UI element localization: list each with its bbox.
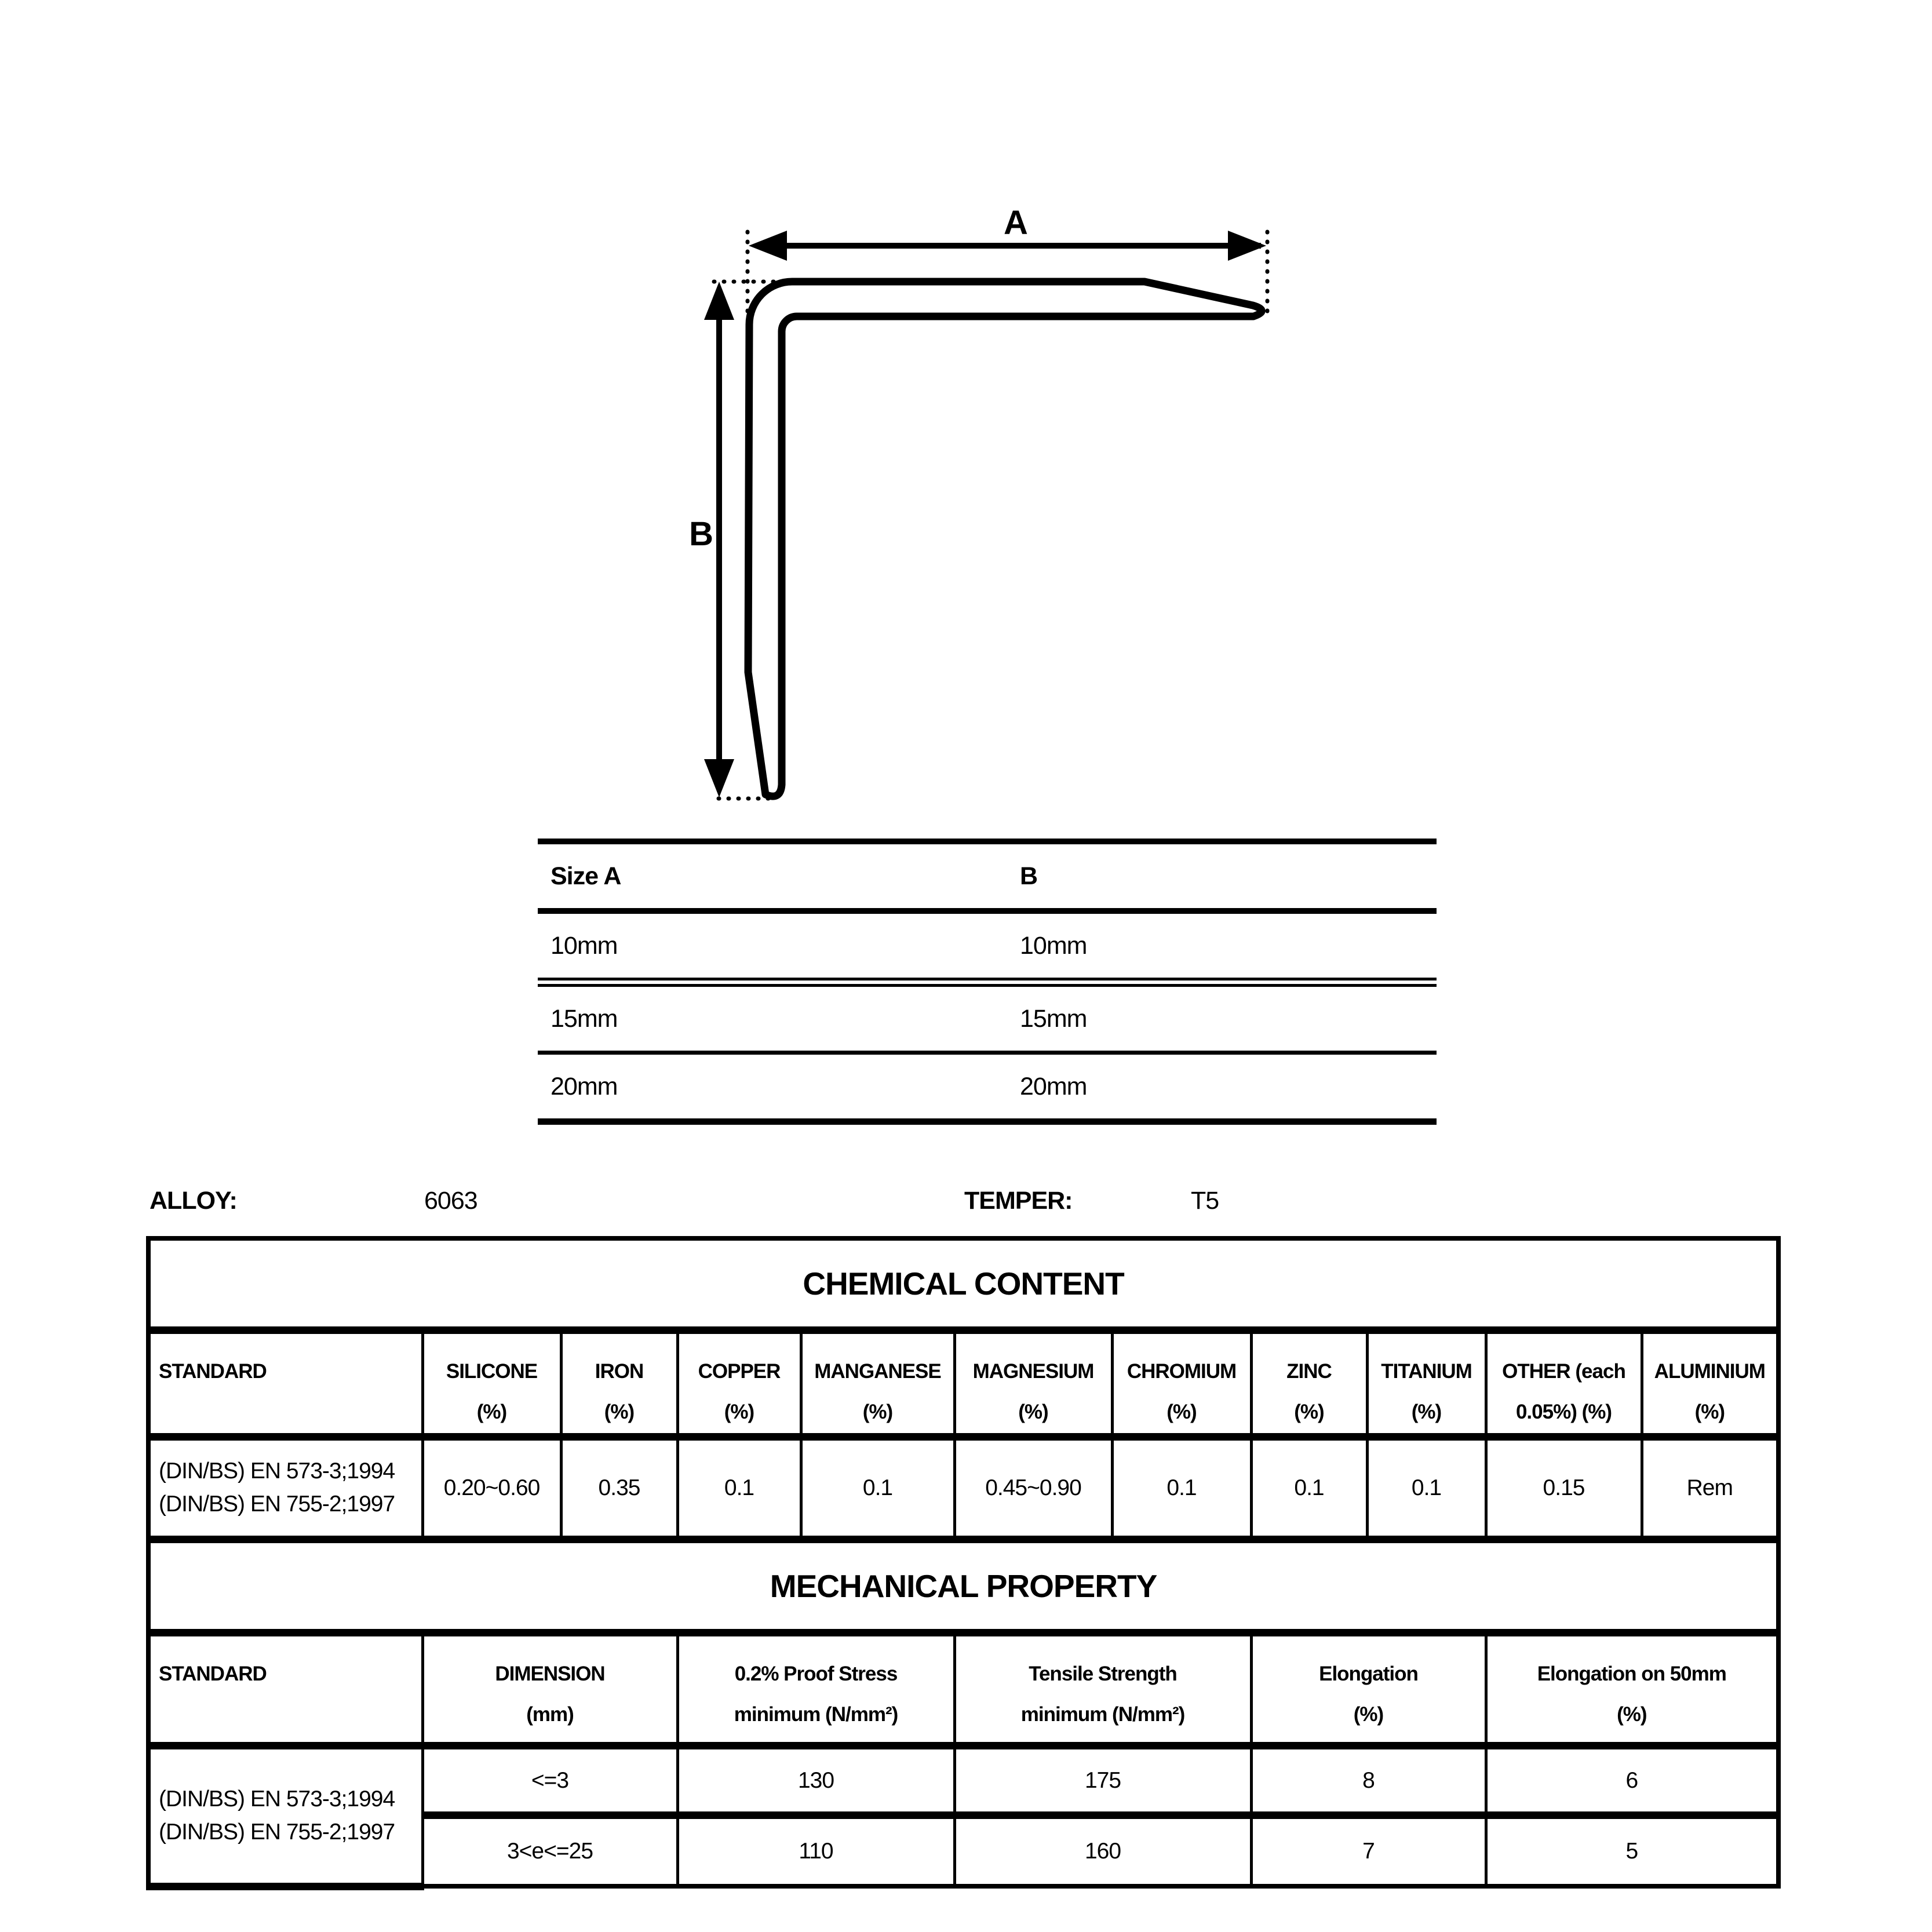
chem-value-chromium: 0.1 xyxy=(1112,1437,1251,1540)
chem-value-manganese: 0.1 xyxy=(801,1437,954,1540)
chem-value-magnesium: 0.45~0.90 xyxy=(954,1437,1112,1540)
size-table-header-row xyxy=(538,841,1437,911)
size-table-row xyxy=(538,982,1437,1053)
spec-table xyxy=(146,1236,1781,1890)
mech-elongation-value: 8 xyxy=(1251,1746,1486,1816)
chem-header-manganese: MANGANESE (%) xyxy=(801,1330,954,1437)
size-a-value: 10mm xyxy=(551,931,618,960)
mech-elongation-50mm-value: 6 xyxy=(1486,1746,1778,1816)
chemical-title-row xyxy=(148,1238,1778,1330)
chemical-header-row xyxy=(148,1330,1778,1437)
mech-tensile-value: 175 xyxy=(954,1746,1251,1816)
size-b-value: 10mm xyxy=(1020,931,1087,960)
chem-value-aluminium: Rem xyxy=(1642,1437,1778,1540)
size-a-value: 20mm xyxy=(551,1072,618,1100)
chem-header-standard: STANDARD xyxy=(148,1330,422,1437)
mech-header-standard: STANDARD xyxy=(148,1633,422,1746)
l-profile-outline xyxy=(748,282,1262,796)
temper-label: TEMPER: xyxy=(964,1187,1073,1215)
mech-proof-value: 110 xyxy=(677,1816,954,1887)
chem-value-titanium: 0.1 xyxy=(1367,1437,1486,1540)
size-b-value: 15mm xyxy=(1020,1004,1087,1033)
chem-header-zinc: ZINC (%) xyxy=(1251,1330,1367,1437)
mech-header-proof-stress: 0.2% Proof Stress minimum (N/mm²) xyxy=(677,1633,954,1746)
mechanical-property-title: MECHANICAL PROPERTY xyxy=(148,1540,1778,1633)
chem-value-copper: 0.1 xyxy=(677,1437,801,1540)
mech-standard-cell: (DIN/BS) EN 573-3;1994 (DIN/BS) EN 755-2;1997 xyxy=(148,1746,422,1887)
mechanical-title-row xyxy=(148,1540,1778,1633)
size-a-value: 15mm xyxy=(551,1004,618,1033)
mechanical-header-row xyxy=(148,1633,1778,1746)
mech-tensile-value: 160 xyxy=(954,1816,1251,1887)
chem-header-chromium: CHROMIUM (%) xyxy=(1112,1330,1251,1437)
mech-header-elongation: Elongation (%) xyxy=(1251,1633,1486,1746)
mech-elongation-50mm-value: 5 xyxy=(1486,1816,1778,1887)
chem-value-silicone: 0.20~0.60 xyxy=(422,1437,561,1540)
mech-header-dimension: DIMENSION (mm) xyxy=(422,1633,677,1746)
mech-dimension-value: <=3 xyxy=(422,1746,677,1816)
chem-header-aluminium: ALUMINIUM (%) xyxy=(1642,1330,1778,1437)
chem-header-magnesium: MAGNESIUM (%) xyxy=(954,1330,1112,1437)
mech-proof-value: 130 xyxy=(677,1746,954,1816)
chem-header-copper: COPPER (%) xyxy=(677,1330,801,1437)
chem-standard-cell: (DIN/BS) EN 573-3;1994 (DIN/BS) EN 755-2;1997 xyxy=(148,1437,422,1540)
size-table-header-b: B xyxy=(1020,862,1038,890)
mech-header-elongation-50mm: Elongation on 50mm (%) xyxy=(1486,1633,1778,1746)
chemical-data-row xyxy=(148,1437,1778,1540)
alloy-temper-line xyxy=(146,1187,1776,1223)
size-table-header-size-a: Size A xyxy=(551,862,621,890)
temper-value: T5 xyxy=(1191,1187,1219,1215)
size-b-value: 20mm xyxy=(1020,1072,1087,1100)
mechanical-data-row xyxy=(148,1746,1778,1816)
chem-value-iron: 0.35 xyxy=(561,1437,677,1540)
dimension-label-b: B xyxy=(689,515,713,553)
alloy-label: ALLOY: xyxy=(150,1187,237,1215)
mech-dimension-value: 3<e<=25 xyxy=(422,1816,677,1887)
chem-header-iron: IRON (%) xyxy=(561,1330,677,1437)
chem-header-other: OTHER (each 0.05%) (%) xyxy=(1486,1330,1642,1437)
dimension-label-a: A xyxy=(1004,204,1027,242)
mech-header-tensile-strength: Tensile Strength minimum (N/mm²) xyxy=(954,1633,1251,1746)
chem-value-other: 0.15 xyxy=(1486,1437,1642,1540)
chemical-content-title: CHEMICAL CONTENT xyxy=(148,1238,1778,1330)
size-table-row xyxy=(538,911,1437,982)
size-table-row xyxy=(538,1053,1437,1122)
size-table xyxy=(538,839,1437,1125)
chem-header-silicone: SILICONE (%) xyxy=(422,1330,561,1437)
chem-header-titanium: TITANIUM (%) xyxy=(1367,1330,1486,1437)
chem-value-zinc: 0.1 xyxy=(1251,1437,1367,1540)
mech-elongation-value: 7 xyxy=(1251,1816,1486,1887)
alloy-value: 6063 xyxy=(424,1187,477,1215)
